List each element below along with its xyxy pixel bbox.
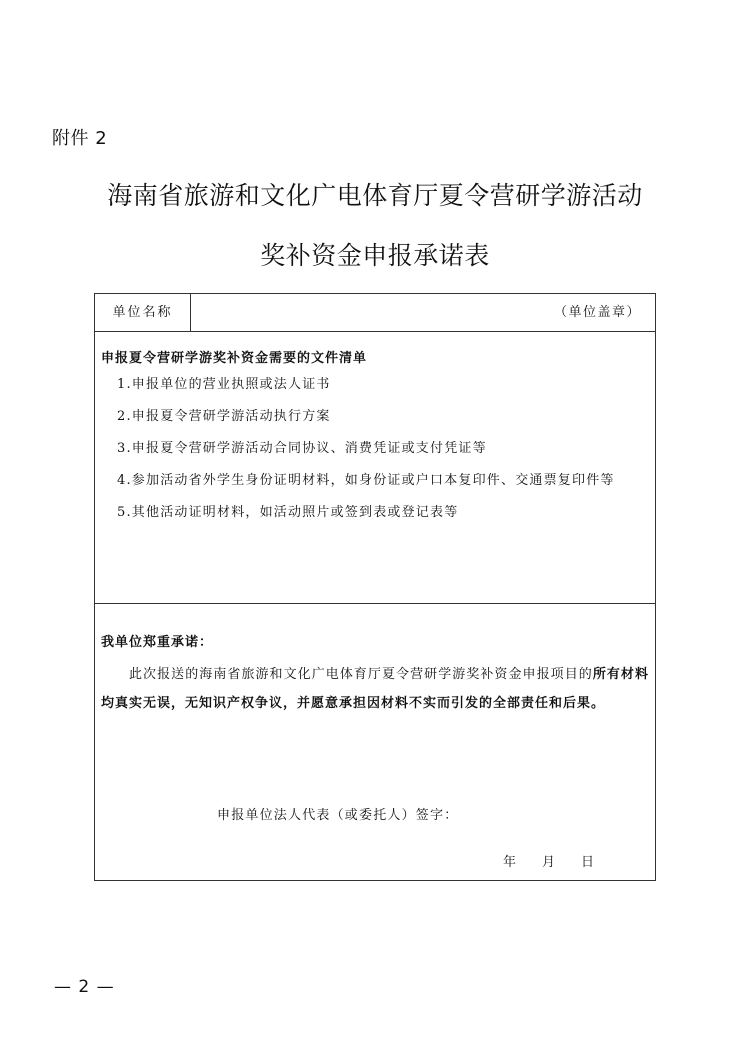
document-item-1: 1.申报单位的营业执照或法人证书 xyxy=(117,377,331,392)
commitment-text-bold: 所有材料均真实无误，无知识产权争议，并愿意承担因材料不实而引发的全部责任和后果。 xyxy=(101,667,649,711)
signature-label: 申报单位法人代表（或委托人）签字： xyxy=(217,808,459,823)
commitment-statement xyxy=(101,660,649,718)
commitment-form-table xyxy=(94,293,656,881)
commitment-heading: 我单位郑重承诺： xyxy=(101,635,214,650)
date-year-label: 年 xyxy=(503,855,517,870)
document-title-line-1: 海南省旅游和文化广电体育厅夏令营研学游活动 xyxy=(107,181,643,210)
commitment-text-plain: 此次报送的海南省旅游和文化广电体育厅夏令营研学游奖补资金申报项目的 xyxy=(129,667,593,682)
unit-name-field[interactable] xyxy=(191,294,655,331)
signature-date xyxy=(503,851,594,870)
document-item-5: 5.其他活动证明材料，如活动照片或签到表或登记表等 xyxy=(117,505,459,520)
document-item-3: 3.申报夏令营研学游活动合同协议、消费凭证或支付凭证等 xyxy=(117,441,487,456)
document-item-4: 4.参加活动省外学生身份证明材料，如身份证或户口本复印件、交通票复印件等 xyxy=(117,473,615,488)
seal-note: （单位盖章） xyxy=(553,305,641,320)
page-number: — 2 — xyxy=(54,977,115,997)
date-month-label: 月 xyxy=(542,855,556,870)
date-day-label: 日 xyxy=(581,855,595,870)
document-item-2: 2.申报夏令营研学游活动执行方案 xyxy=(117,409,331,424)
unit-name-row xyxy=(95,294,655,332)
document-title-line-2: 奖补资金申报承诺表 xyxy=(260,241,490,270)
attachment-label: 附件 2 xyxy=(52,128,108,149)
document-checklist-heading: 申报夏令营研学游奖补资金需要的文件清单 xyxy=(101,351,368,366)
unit-name-label: 单位名称 xyxy=(95,294,191,331)
document-checklist-section xyxy=(95,332,655,604)
document-checklist xyxy=(117,376,615,536)
commitment-section xyxy=(95,604,655,880)
